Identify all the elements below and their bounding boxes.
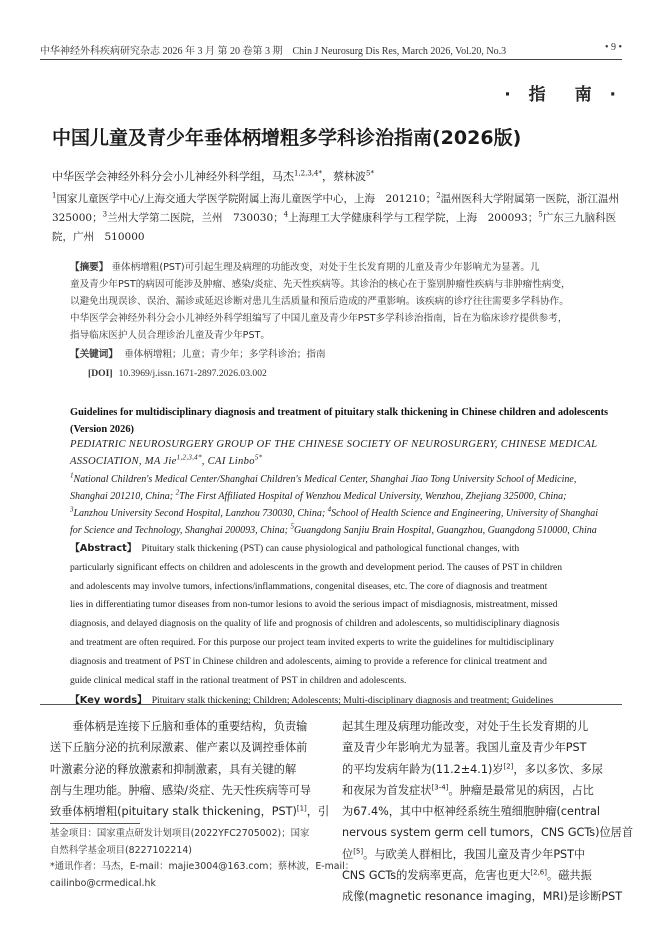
- body-line: 起其生理及病理功能改变，对处于生长发育期的儿: [342, 720, 589, 733]
- abstract-text: Pituitary stalk thickening (PST) can cause physiological and pathological functional changes, with: [141, 543, 520, 554]
- affil-num: 4: [327, 505, 332, 514]
- en-abstract-line: and treatment are often required. For this purpose our project team invited experts to write the guidelines for multidisciplinary: [70, 636, 555, 648]
- body-text: 。肿瘤是最常见的病因，占比: [448, 783, 594, 797]
- keywords-label: 【Key words】: [70, 695, 147, 707]
- cn-abstract-line: [70, 259, 604, 276]
- article-title: 中国儿童及青少年垂体柄增粗多学科诊治指南(2026版): [52, 127, 522, 149]
- en-author-2-affil: 5*: [254, 453, 263, 462]
- body-text: 致垂体柄增粗(pituitary stalk thickening，PST): [50, 805, 297, 819]
- affil-text: Guangdong Sanjiu Brain Hospital, Guangzhou, Guangdong 510000, China: [293, 525, 597, 536]
- cn-abstract-line: 指导临床医护人员合理诊治儿童及青少年PST。: [70, 330, 271, 341]
- keywords-text: 垂体柄增粗；儿童；青少年；多学科诊治；指南: [124, 349, 326, 360]
- body-text: 。与欧美人群相比，我国儿童及青少年PST中: [363, 847, 586, 861]
- en-author-2: , CAI Linbo: [201, 456, 255, 467]
- affil-num: 5: [290, 522, 294, 531]
- citation-ref: [1]: [296, 804, 307, 813]
- citation-ref: [5]: [353, 847, 364, 856]
- en-keywords: [70, 692, 604, 711]
- affil-text: National Children's Medical Center/Shanghai Children's Medical Center, Shanghai Jiao Tong University School of Medicine,: [73, 474, 577, 485]
- en-abstract-line: particularly significant effects on children and adolescents in the growth and development period. The causes of PST in children: [70, 561, 563, 573]
- affil-num: 2: [436, 191, 441, 200]
- abstract-label: 【摘要】: [70, 262, 109, 273]
- en-affil-line: [70, 488, 604, 505]
- en-affil-line: [70, 471, 604, 488]
- en-authors: [70, 436, 604, 470]
- affil-text: 国家儿童医学中心/上海交通大学医学院附属上海儿童医学中心，上海 201210；: [56, 193, 437, 205]
- affil-num: 4: [283, 210, 289, 219]
- affil-num: 1: [52, 191, 57, 200]
- cn-abstract-line: 童及青少年PST的病因可能涉及肿瘤、感染/炎症、先天性疾病等。其诊治的核心在于鉴别肿瘤性疾病与非肿瘤性病变，: [70, 279, 571, 290]
- en-abstract-line: diagnosis and treatment of PST in Chinese children and adolescents, aiming to provide a reference for clinical treatment and: [70, 655, 547, 667]
- keywords-label: 【关键词】: [70, 349, 118, 360]
- body-line: nervous system germ cell tumors，CNS GCTs)位居首: [342, 826, 634, 840]
- body-line: [50, 801, 328, 822]
- en-author-1: ASSOCIATION, MA Jie: [70, 456, 177, 467]
- body-text: 的平均发病年龄为(11.2±4.1)岁: [342, 762, 504, 776]
- body-text: CNS GCTs的发病率更高，危害也更大: [342, 869, 531, 883]
- abstract-text: 垂体柄增粗(PST)可引起生理及病理的功能改变，对处于生长发育期的儿童及青少年影响尤为显著。儿: [111, 262, 540, 273]
- en-group-line: PEDIATRIC NEUROSURGERY GROUP OF THE CHINESE SOCIETY OF NEUROSURGERY, CHINESE MEDICAL: [70, 439, 598, 450]
- doi-label: [DOI]: [88, 368, 113, 379]
- en-title-line: Guidelines for multidisciplinary diagnosis and treatment of pituitary stalk thickening in Chinese children and adolescents: [70, 407, 609, 418]
- footnotes: [50, 826, 355, 892]
- citation-ref: [3-4]: [431, 783, 449, 792]
- affil-text: Shanghai 201210, China;: [70, 491, 176, 502]
- section-label: · 指 南 ·: [504, 85, 622, 105]
- body-text: 。磁共振: [547, 869, 592, 883]
- en-affil-line: [70, 505, 604, 522]
- footnote-line: 自然科学基金项目(8227102214): [50, 844, 192, 856]
- abstract-body-divider: [40, 704, 622, 705]
- author-1-affil: 1,2,3,4*: [294, 169, 322, 178]
- en-title-line: (Version 2026): [70, 424, 134, 435]
- body-line: 成像(magnetic resonance imaging，MRI)是诊断PST: [342, 890, 623, 904]
- author-2-affil: 5*: [366, 169, 374, 178]
- journal-citation: 中华神经外科疾病研究杂志 2026 年 3 月 第 20 卷第 3 期 Chin J Neurosurg Dis Res, March 2026, Vol.20, No.3: [40, 46, 507, 57]
- en-abstract-line: diagnosis, and delayed diagnosis on the quality of life and prognosis of children and adolescents, so multidisciplinary diagnosis: [70, 618, 560, 630]
- affil-text: 上海理工大学健康科学与工程学院，上海 200093；: [288, 212, 539, 224]
- body-line: 送下丘脑分泌的抗利尿激素、催产素以及调控垂体前: [50, 741, 308, 755]
- header-rule: [40, 59, 622, 60]
- en-authors-line: [70, 453, 604, 470]
- en-author-1-affil: 1,2,3,4*: [176, 453, 202, 462]
- keywords-text: Pituitary stalk thickening; Children; Adolescents; Multi-disciplinary diagnosis and treatment; Guidelines: [151, 695, 554, 707]
- en-affil-line: [70, 522, 604, 539]
- footnote-line: cailinbo@crmedical.hk: [50, 877, 156, 889]
- body-text: 和夜尿为首发症状: [342, 783, 432, 797]
- doi-line: [70, 365, 604, 382]
- cn-authors: [52, 168, 374, 184]
- author-group: 中华医学会神经外科分会小儿神经外科学组，: [52, 170, 272, 183]
- en-abstract-line: guide clinical medical staff in the rational treatment of PST in children and adolescents.: [70, 674, 407, 686]
- affil-text: for Science and Technology, Shanghai 200093, China;: [70, 525, 291, 536]
- footnote-line: *通讯作者：马杰，E-mail：majie3004@163.com；蔡林波，E-mail：: [50, 861, 355, 872]
- affil-num: 2: [175, 488, 180, 497]
- body-column-right: [342, 716, 634, 908]
- en-abstract-line: [70, 540, 604, 559]
- author-1: 马杰: [272, 170, 294, 183]
- body-text: 位: [342, 847, 354, 861]
- body-line: 垂体柄是连接下丘脑和垂体的重要结构，负责输: [50, 720, 308, 733]
- body-column-left: [50, 716, 328, 822]
- author-2: 蔡林波: [333, 170, 366, 183]
- affil-num: 5: [538, 210, 543, 219]
- body-line: [342, 780, 614, 801]
- affil-text: 温州医科大学附属第一医院，浙江温州 325000；: [52, 193, 630, 224]
- affil-text: The First Affiliated Hospital of Wenzhou Medical University, Wenzhou, Zhejiang 325000, China;: [179, 491, 567, 502]
- affil-num: 3: [70, 505, 74, 514]
- cn-abstract-line: 中华医学会神经外科分会小儿神经外科学组编写了中国儿童及青少年PST多学科诊治指南，旨在为临床诊疗提供参考，: [70, 313, 568, 324]
- affil-num: 1: [70, 471, 74, 480]
- cn-affiliations: [52, 190, 630, 247]
- body-line: [342, 759, 614, 780]
- body-text: ，引: [306, 805, 330, 819]
- affil-text: School of Health Science and Engineering, University of Shanghai: [331, 508, 599, 519]
- affil-text: 广东三九脑科医院，广州 510000: [52, 212, 617, 243]
- citation-ref: [2,6]: [530, 868, 547, 877]
- en-abstract-line: and adolescents may involve tumors, infections/inflammations, congenital diseases, etc. The core of diagnosis and treatment: [70, 580, 548, 592]
- body-line: [342, 844, 614, 865]
- footnote-rule: [50, 823, 140, 824]
- abstract-label: 【Abstract】: [70, 543, 137, 554]
- page-number: • 9 •: [604, 42, 622, 53]
- body-line: 叶激素分泌的释放激素和抑制激素，具有关键的解: [50, 762, 297, 776]
- citation-ref: [2]: [503, 761, 514, 770]
- affil-text: 兰州大学第二医院，兰州 730030；: [107, 212, 284, 224]
- en-title: [70, 404, 609, 438]
- body-line: [342, 865, 614, 886]
- cn-abstract-line: 以避免出现误诊、误治、漏诊或延迟诊断对患儿生活质量和预后造成的严重影响。该疾病的诊疗往往需要多学科协作。: [70, 296, 569, 307]
- author-separator: ，: [322, 170, 333, 183]
- affil-num: 3: [102, 210, 108, 219]
- en-affiliations: [70, 471, 604, 539]
- en-abstract: [70, 540, 604, 711]
- cn-keywords: [70, 346, 604, 363]
- running-header: [40, 42, 622, 58]
- body-line: 童及青少年影响尤为显著。我国儿童及青少年PST: [342, 741, 587, 755]
- en-abstract-line: lies in differentiating tumor diseases from non-tumor lesions to avoid the serious impact of misdiagnosis, mistreatment, missed: [70, 599, 558, 611]
- affil-text: Lanzhou University Second Hospital, Lanzhou 730030, China;: [73, 508, 328, 519]
- footnote-line: 基金项目：国家重点研发计划项目(2022YFC2705002)；国家: [50, 828, 310, 839]
- body-line: 剖与生理功能。肿瘤、感染/炎症、先天性疾病等可导: [50, 783, 312, 797]
- body-text: ，多以多饮、多尿: [513, 762, 603, 776]
- doi-value: 10.3969/j.issn.1671-2897.2026.03.002: [118, 368, 267, 379]
- body-line: 为67.4%，其中中枢神经系统生殖细胞肿瘤(central: [342, 805, 600, 819]
